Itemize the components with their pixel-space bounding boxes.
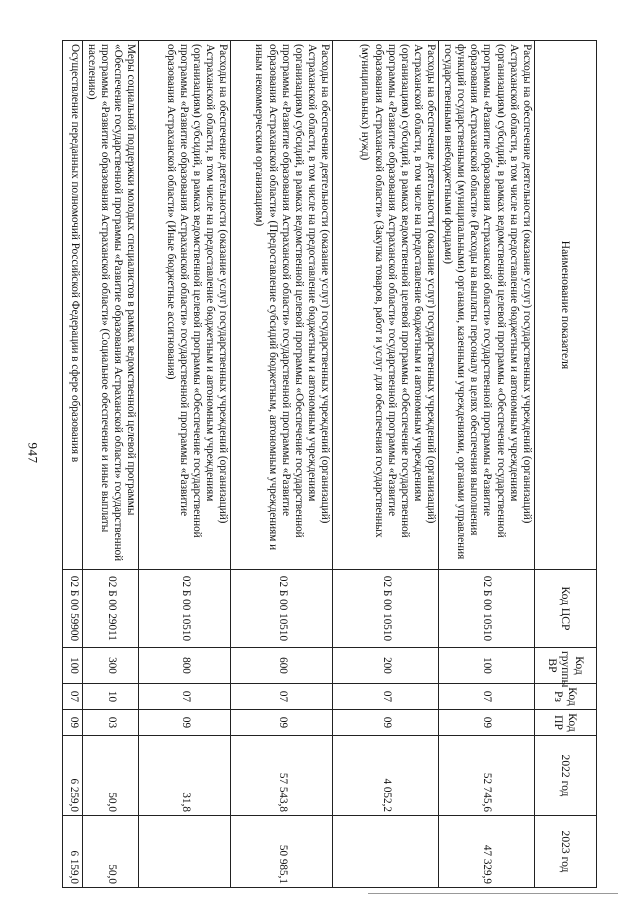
budget-table	[62, 40, 597, 888]
row-name: Меры социальной поддержки молодых специалистов в рамках ведомственной целевой программы «Обеспечение государственной программы «Развитие образования Астраханской области» государственной программы «Развитие образования Астраханской области» (Социальное обеспечение и иные выплаты населению)	[83, 41, 139, 570]
header-csr: Код ЦСР	[535, 570, 597, 648]
row-rz: 07	[439, 684, 535, 710]
row-rz: 07	[63, 684, 83, 710]
row-2022: 4 052,2	[333, 736, 439, 816]
header-name: Наименование показателя	[535, 41, 597, 570]
row-2023: 50 985,1	[231, 816, 333, 888]
header-row	[535, 41, 597, 888]
row-rz: 07	[139, 684, 231, 710]
row-2022: 50,0	[83, 736, 139, 816]
header-pr: Код ПР	[535, 710, 597, 736]
row-vr: 300	[83, 648, 139, 684]
row-2022: 6 259,0	[63, 736, 83, 816]
row-2023	[333, 816, 439, 888]
table-row	[333, 41, 439, 888]
row-csr: 02 Б 00 29011	[83, 570, 139, 648]
row-name: Осуществление переданных полномочий Российской Федерации в сфере образования в	[63, 41, 83, 570]
header-2022: 2022 год	[535, 736, 597, 816]
row-pr: 09	[63, 710, 83, 736]
row-vr: 100	[439, 648, 535, 684]
row-name: Расходы на обеспечение деятельности (оказание услуг) государственных учреждений (организаций) Астраханской области, в том числе на предоставление бюджетным и автономным учреждениям (организациям) субсидий, в рамках ведомственной целевой программы «Обеспечение государственной программы «Развитие образования Астраханской области» государственной программы «Развитие образования Астраханской области» (Иные бюджетные ассигнования)	[139, 41, 231, 570]
row-2022: 57 543,8	[231, 736, 333, 816]
row-csr: 02 Б 00 59900	[63, 570, 83, 648]
footer-rule	[368, 893, 618, 894]
row-vr: 200	[333, 648, 439, 684]
row-pr: 09	[439, 710, 535, 736]
row-2023: 50,0	[83, 816, 139, 888]
row-pr: 09	[333, 710, 439, 736]
row-csr: 02 Б 00 10510	[231, 570, 333, 648]
row-2022: 52 745,6	[439, 736, 535, 816]
header-rz: Код Рз	[535, 684, 597, 710]
row-pr: 09	[139, 710, 231, 736]
header-2023: 2023 год	[535, 816, 597, 888]
row-2023	[139, 816, 231, 888]
row-2022: 31,8	[139, 736, 231, 816]
row-csr: 02 Б 00 10510	[333, 570, 439, 648]
row-name: Расходы на обеспечение деятельности (оказание услуг) государственных учреждений (организаций) Астраханской области, в том числе на предоставление бюджетным и автономным учреждениям (организациям) субсидий, в рамках ведомственной целевой программы «Обеспечение государственной программы «Развитие образования Астраханской области» государственной программы «Развитие образования Астраханской области» (Расходы на выплаты персоналу в целях обеспечения выполнения функций государственными (муниципальными) органами, казенными учреждениями, органами управления государственными внебюджетными фондами)	[439, 41, 535, 570]
table-row	[439, 41, 535, 888]
table-row	[83, 41, 139, 888]
table-row	[63, 41, 83, 888]
row-2023: 6 159,0	[63, 816, 83, 888]
row-vr: 800	[139, 648, 231, 684]
table-row	[139, 41, 231, 888]
row-pr: 03	[83, 710, 139, 736]
row-vr: 600	[231, 648, 333, 684]
row-csr: 02 Б 00 10510	[139, 570, 231, 648]
table-container	[67, 40, 597, 887]
row-csr: 02 Б 00 10510	[439, 570, 535, 648]
table-row	[231, 41, 333, 888]
row-pr: 09	[231, 710, 333, 736]
row-2023: 47 329,9	[439, 816, 535, 888]
page-number: 947	[25, 442, 41, 464]
row-rz: 10	[83, 684, 139, 710]
row-vr: 100	[63, 648, 83, 684]
row-name: Расходы на обеспечение деятельности (оказание услуг) государственных учреждений (организаций) Астраханской области, в том числе на предоставление бюджетным и автономным учреждениям (организациям) субсидий, в рамках ведомственной целевой программы «Обеспечение государственной программы «Развитие образования Астраханской области» государственной программы «Развитие образования Астраханской области» (Закупка товаров, работ и услуг для обеспечения государственных (муниципальных) нужд)	[333, 41, 439, 570]
row-rz: 07	[333, 684, 439, 710]
row-name: Расходы на обеспечение деятельности (оказание услуг) государственных учреждений (организаций) Астраханской области, в том числе на предоставление бюджетным и автономным учреждениям (организациям) субсидий, в рамках ведомственной целевой программы «Обеспечение государственной программы «Развитие образования Астраханской области» государственной программы «Развитие образования Астраханской области» (Предоставление субсидий бюджетным, автономным учреждениям и иным некоммерческим организациям)	[231, 41, 333, 570]
row-rz: 07	[231, 684, 333, 710]
header-vr: Код группы ВР	[535, 648, 597, 684]
